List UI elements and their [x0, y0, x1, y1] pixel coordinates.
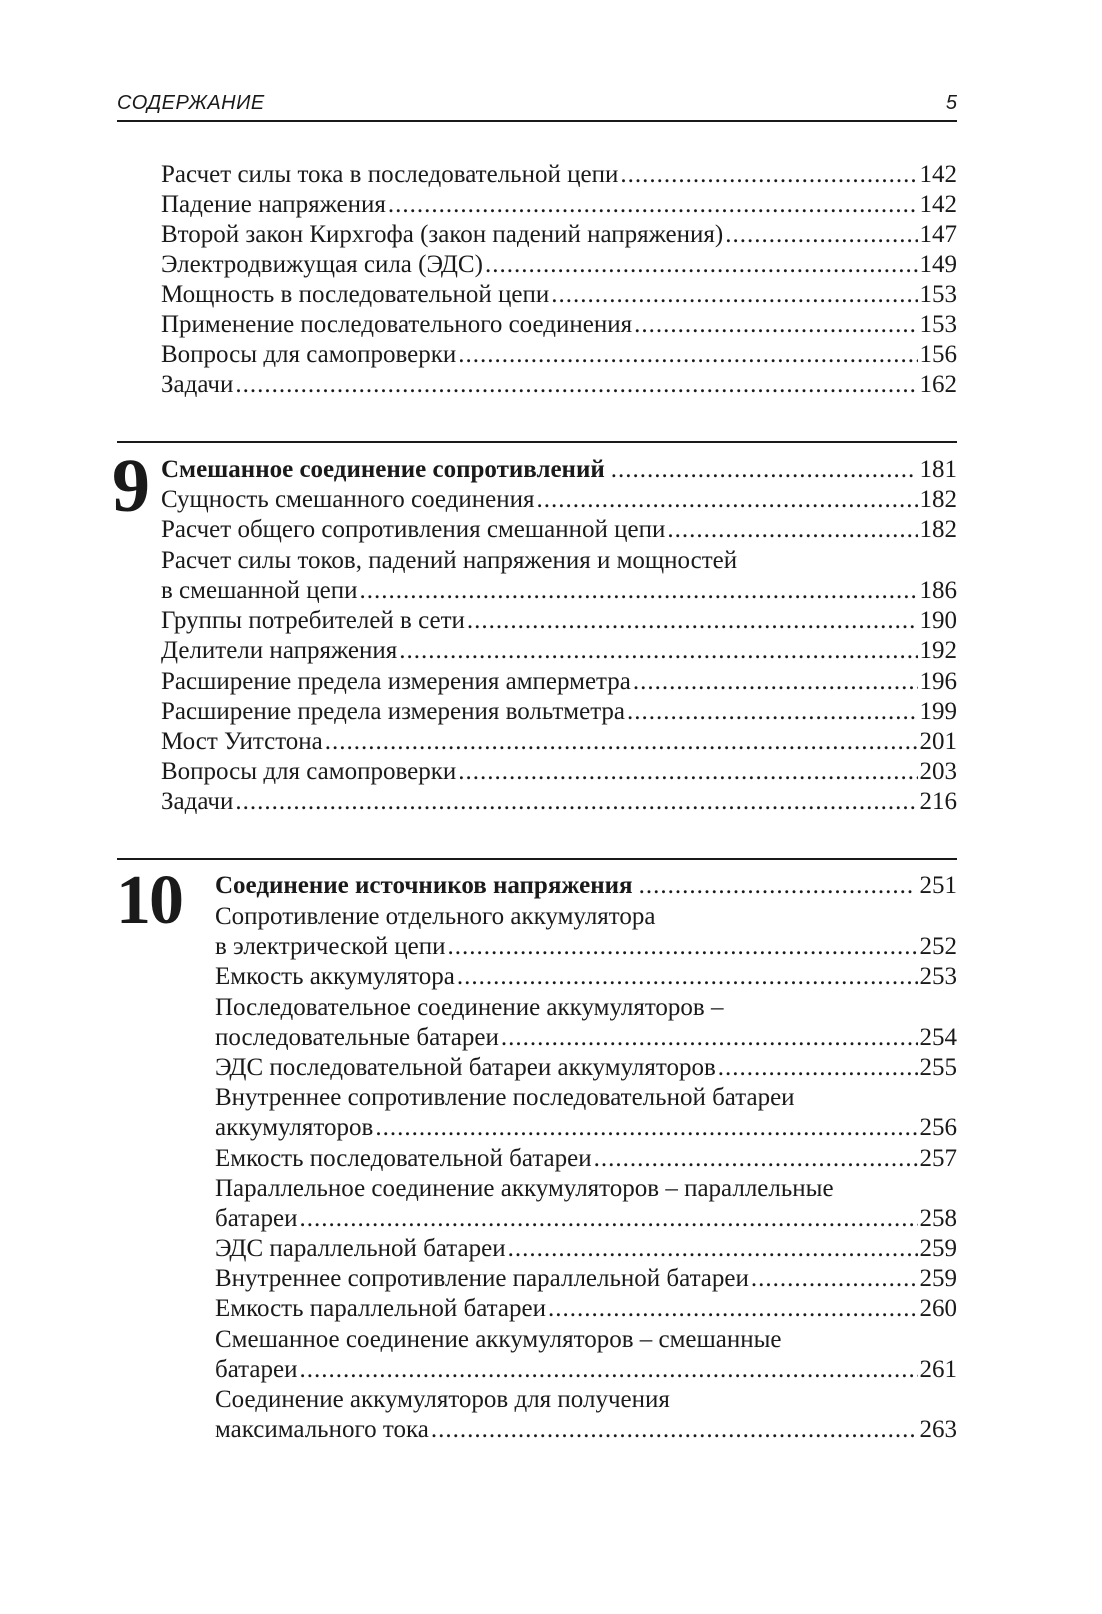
toc-entry[interactable]: Расчет общего сопротивления смешанной цепи ..... 182 — [161, 515, 957, 545]
toc-entry[interactable]: Группы потребителей в сети ..... 190 — [161, 606, 957, 636]
toc-entry[interactable]: батареи ..... 261 — [215, 1355, 957, 1385]
running-header-title: СОДЕРЖАНИЕ — [117, 92, 265, 114]
toc-entry-first-line[interactable]: Параллельное соединение аккумуляторов – параллельные — [215, 1175, 834, 1202]
chapter-title-entry[interactable]: Смешанное соединение сопротивлений ..... 181 — [161, 455, 957, 485]
toc-entry[interactable]: Емкость последовательной батареи ..... 257 — [215, 1144, 957, 1174]
toc-entry-first-line[interactable]: Смешанное соединение аккумуляторов – смешанные — [215, 1326, 782, 1353]
toc-entry[interactable]: ЭДС последовательной батареи аккумуляторов ..... 255 — [215, 1053, 957, 1083]
toc-entry[interactable]: Вопросы для самопроверки ..... 156 — [161, 340, 957, 370]
toc-entry[interactable]: Электродвижущая сила (ЭДС) ..... 149 — [161, 250, 957, 280]
toc-entry[interactable]: Делители напряжения ..... 192 — [161, 636, 957, 666]
toc-entry[interactable]: в электрической цепи ..... 252 — [215, 932, 957, 962]
toc-entry[interactable]: аккумуляторов ..... 256 — [215, 1113, 957, 1143]
toc-entry[interactable]: Расчет силы тока в последовательной цепи ..... 142 — [161, 160, 957, 190]
toc-entry[interactable]: Вопросы для самопроверки ..... 203 — [161, 757, 957, 787]
page-number: 5 — [945, 92, 957, 114]
toc-entry[interactable]: Применение последовательного соединения ..... 153 — [161, 310, 957, 340]
toc-entry[interactable]: Задачи ..... 216 — [161, 787, 957, 817]
toc-entry[interactable]: Мост Уитстона ..... 201 — [161, 727, 957, 757]
toc-entry[interactable]: Задачи ..... 162 — [161, 370, 957, 400]
toc-entry[interactable]: в смешанной цепи ..... 186 — [161, 576, 957, 606]
toc-entry-first-line[interactable]: Последовательное соединение аккумуляторов – — [215, 994, 724, 1021]
toc-entry[interactable]: Внутреннее сопротивление параллельной батареи ..... 259 — [215, 1264, 957, 1294]
toc-entry[interactable]: Сущность смешанного соединения ..... 182 — [161, 485, 957, 515]
chapter-number: 10 — [116, 862, 182, 939]
chapter-divider — [117, 858, 957, 860]
toc-entry[interactable]: Второй закон Кирхгофа (закон падений напряжения) ..... 147 — [161, 220, 957, 250]
toc-entry[interactable]: ЭДС параллельной батареи ..... 259 — [215, 1234, 957, 1264]
chapter-title-entry[interactable]: Соединение источников напряжения ..... 251 — [215, 871, 957, 901]
running-header — [117, 90, 957, 122]
toc-entry[interactable]: максимального тока ..... 263 — [215, 1415, 957, 1445]
toc-entry[interactable]: Расширение предела измерения амперметра ..... 196 — [161, 667, 957, 697]
toc-entry[interactable]: Падение напряжения ..... 142 — [161, 190, 957, 220]
toc-entry-first-line[interactable]: Соединение аккумуляторов для получения — [215, 1386, 670, 1413]
chapter-divider — [117, 441, 957, 443]
toc-entry[interactable]: Расширение предела измерения вольтметра ..... 199 — [161, 697, 957, 727]
toc-entry-first-line[interactable]: Внутреннее сопротивление последовательной батареи — [215, 1084, 795, 1111]
toc-entry[interactable]: Емкость параллельной батареи ..... 260 — [215, 1294, 957, 1324]
toc-entry[interactable]: последовательные батареи ..... 254 — [215, 1023, 957, 1053]
toc-entry-first-line[interactable]: Расчет силы токов, падений напряжения и мощностей — [161, 547, 738, 574]
toc-entry[interactable]: батареи ..... 258 — [215, 1204, 957, 1234]
chapter-number: 9 — [112, 444, 150, 528]
toc-entry[interactable]: Мощность в последовательной цепи ..... 153 — [161, 280, 957, 310]
toc-entry-first-line[interactable]: Сопротивление отдельного аккумулятора — [215, 903, 656, 930]
toc-entry[interactable]: Емкость аккумулятора ..... 253 — [215, 962, 957, 992]
